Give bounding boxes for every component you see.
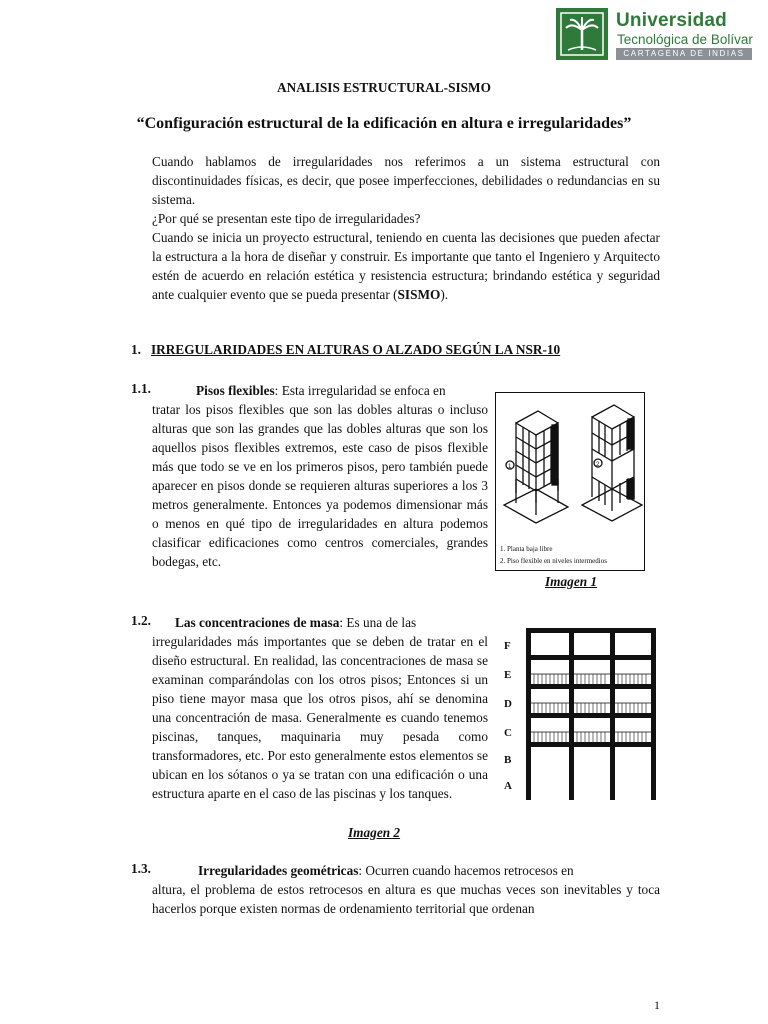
- image-1-number-1: 1: [508, 464, 512, 470]
- university-logo: [556, 8, 756, 64]
- subsection-1-1-number: 1.1.: [131, 381, 151, 396]
- section-1-number: 1.: [131, 342, 141, 357]
- subsection-1-3-first-text: : Ocurren cuando hacemos retrocesos en: [358, 863, 574, 878]
- subsection-1-1-first-text: : Esta irregularidad se enfoca en: [274, 383, 446, 398]
- subsection-1-1-term: Pisos flexibles: [196, 383, 275, 398]
- intro-paragraph-1: Cuando hablamos de irregularidades nos referimos a un sistema estructural con discontinuidades físicas, es decir, que posee imperfecciones, debilidades o redundancias en su sistema.: [152, 154, 660, 207]
- floor-label-a: A: [504, 780, 512, 792]
- image-1-number-2: 2: [596, 462, 600, 468]
- palm-tree-logo-icon: [556, 8, 608, 60]
- image-1-label-2: 2. Piso flexible en niveles intermedios: [500, 557, 607, 565]
- floor-label-f: F: [504, 640, 511, 652]
- page-number: 1: [654, 998, 660, 1012]
- section-1-heading: [131, 342, 560, 358]
- intro-paragraph-3: [152, 228, 660, 304]
- document-subtitle: “Configuración estructural de la edificación en altura e irregularidades”: [136, 115, 632, 132]
- image-1-caption: Imagen 1: [545, 574, 598, 589]
- subsection-1-2-body: irregularidades más importantes que se deben de tratar en el diseño estructural. En realidad, las concentraciones de masa se examinan comparándolas con los otros pisos; Entonces si un piso tiene mayor masa que los otros pisos, ahí se denomina una concentración de masa. Generalmente es cuando tenemos piscinas, tanques, maquinaria muy pesada como transformadores, etc. Por esto generalmente estos elementos se ubican en los sótanos o ya se tratan con una edificación o una estructura aparte en el caso de las piscinas y los tanques.: [152, 634, 488, 801]
- image-2-mass-concentration-frame: [500, 628, 660, 806]
- logo-university-text: Universidad: [616, 10, 727, 31]
- subsection-1-3-body: altura, el problema de estos retrocesos en altura es que muchas veces son inevitables y toca hacerlos porque existen normas de ordenamiento territorial que ordenan: [152, 882, 660, 916]
- floor-label-e: E: [504, 669, 512, 681]
- image-1-flexible-floors: [495, 392, 645, 571]
- floor-label-b: B: [504, 754, 512, 766]
- intro-p3-bold: SISMO: [397, 287, 441, 302]
- subsection-1-2-first-text: : Es una de las: [339, 615, 417, 630]
- intro-p3-text: Cuando se inicia un proyecto estructural, teniendo en cuenta las decisiones que pueden afectar la estructura a la hora de diseñar y construir. Es importante que tanto el Ingeniero y Arquitecto estén de acuerdo en relación estética y resistencia estructura; brindando estética y seguridad ante cualquier evento que se pueda presentar (: [152, 230, 660, 302]
- intro-p3-end: ).: [440, 287, 449, 302]
- subsection-1-2-first-line: [175, 613, 488, 632]
- subsection-1-3-number: 1.3.: [131, 861, 151, 876]
- subsection-1-2-term: Las concentraciones de masa: [175, 615, 340, 630]
- image-2-caption: Imagen 2: [348, 825, 401, 840]
- image-1-label-1: 1. Planta baja libre: [500, 545, 553, 553]
- subsection-1-1-first-line: [196, 381, 488, 400]
- intro-question: ¿Por qué se presentan este tipo de irregularidades?: [152, 211, 421, 226]
- intro-section: [152, 152, 660, 304]
- logo-city-text: CARTAGENA DE INDIAS: [616, 48, 752, 60]
- document-title: ANALISIS ESTRUCTURAL-SISMO: [277, 80, 491, 95]
- logo-name-text: Tecnológica de Bolívar: [617, 32, 753, 47]
- subsection-1-2-number: 1.2.: [131, 613, 151, 628]
- subsection-1-1-body: tratar los pisos flexibles que son las dobles alturas o incluso alturas que son las grandes que las dobles alturas que son los aquellos pisos flexibles extremos, este caso de pisos flexible más que todo se ve en los primeros pisos, pero también puede aparecer en pisos donde se requieren alturas superiores a los 3 metros generalmente. Entonces ya podemos dimensionar más o menos en qué tipo de irregularidades en altura podemos clasificar edificaciones como centros comerciales, grandes bodegas, etc.: [152, 402, 488, 569]
- floor-label-c: C: [504, 727, 512, 739]
- floor-label-d: D: [504, 698, 512, 710]
- subsection-1-3-first-line: [198, 861, 660, 880]
- section-1-title: IRREGULARIDADES EN ALTURAS O ALZADO SEGÚN LA NSR-10: [150, 342, 561, 357]
- subsection-1-3-term: Irregularidades geométricas: [198, 863, 359, 878]
